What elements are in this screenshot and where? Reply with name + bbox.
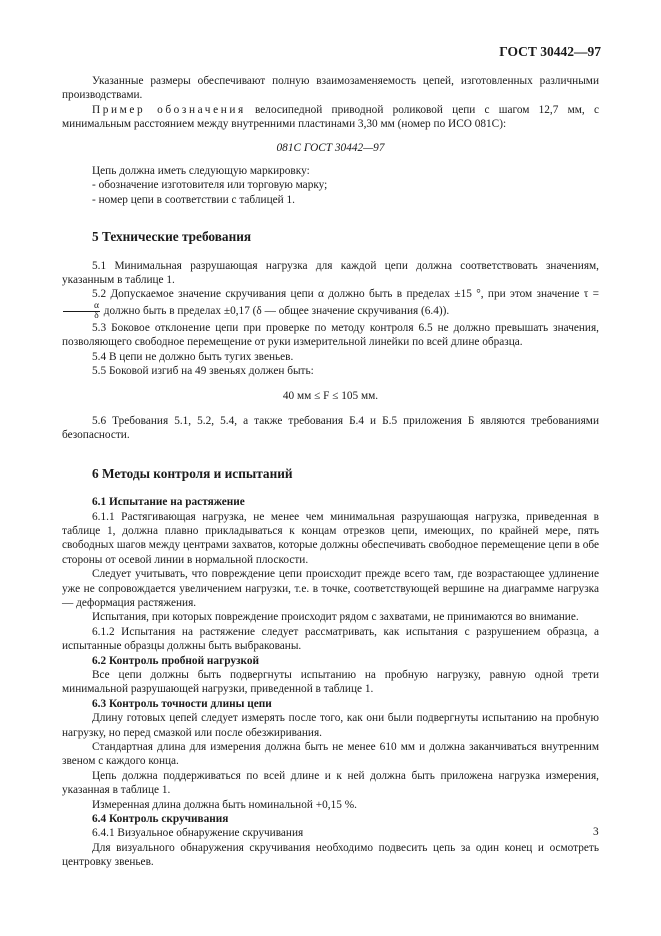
subsection-title-6-1: 6.1 Испытание на растяжение [92, 496, 245, 509]
fraction-numerator: α [63, 302, 100, 312]
paragraph-5-6: 5.6 Требования 5.1, 5.2, 5.4, а также требования Б.4 и Б.5 приложения Б являются требованиями безопасности. [62, 414, 599, 442]
paragraph-interchangeability: Указанные размеры обеспечивают полную взаимозаменяемость цепей, изготовленных различными производствами. [62, 75, 599, 102]
paragraph-example [62, 103, 599, 132]
section-title-6: 6 Методы контроля и испытаний [92, 465, 293, 481]
paragraph-6-3-d: Измеренная длина должна быть номинальной +0,15 %. [92, 798, 357, 811]
paragraph-5-1: 5.1 Минимальная разрушающая нагрузка для каждой цепи должна соответствовать значениям, указанным в таблице 1. [62, 259, 599, 287]
paragraph-6-4-1-b: Для визуального обнаружения скручивания необходимо подвесить цепь за один конец и осмотреть центровку звеньев. [62, 841, 599, 869]
paragraph-6-2: Все цепи должны быть подвергнуты испытанию на пробную нагрузку, равную одной трети минимальной разрушающей нагрузки, приведенной в таблице 1. [62, 669, 599, 696]
marking-intro: Цепь должна иметь следующую маркировку: [92, 165, 310, 178]
paragraph-6-3-c: Цепь должна поддерживаться по всей длине и к ней должна быть приложена нагрузка измерения, указанная в таблице 1. [62, 769, 599, 797]
designation-example: 081С ГОСТ 30442—97 [276, 141, 385, 154]
list-item: - номер цепи в соответствии с таблицей 1. [92, 193, 295, 206]
paragraph-6-1-1-c: Испытания, при которых повреждение происходит рядом с захватами, не принимаются во внимание. [92, 611, 579, 624]
example-text: велосипедной приводной роликовой цепи с шагом 12,7 мм, с минимальным расстоянием между внутренними пластинами 3,30 мм (номер по ИСО 081С): [62, 103, 599, 131]
paragraph-5-3: 5.3 Боковое отклонение цепи при проверке по методу контроля 6.5 не должно превышать значения, позволяющего свободное перемещение от руки измерительной линейки по всей длине образца. [62, 321, 599, 349]
paragraph-6-1-2: 6.1.2 Испытания на растяжение следует рассматривать, как испытания с разрушением образца, а испытанные образцы должны быть выбракованы. [62, 625, 599, 653]
standard-header: ГОСТ 30442—97 [499, 44, 601, 59]
fraction-tau [63, 302, 100, 321]
paragraph-6-3-b: Стандартная длина для измерения должна быть не менее 610 мм и должна заканчиваться внутренним звеном с каждого конца. [62, 741, 599, 768]
example-label: Пример обозначения [92, 103, 246, 116]
list-item: - обозначение изготовителя или торговую марку; [92, 179, 328, 192]
formula-lateral-bend: 40 мм ≤ F ≤ 105 мм. [282, 389, 379, 402]
page-content [62, 74, 599, 870]
paragraph-5-2-end: должно быть в пределах ±0,17 (δ — общее значение скручивания (6.4)). [100, 304, 450, 317]
paragraph-6-1-1: 6.1.1 Растягивающая нагрузка, не менее чем минимальная разрушающая нагрузка, приведенная в таблице 1, должна плавно прикладываться к концам отрезков цепи, имеющих, по крайней мере, пять свободных шагов между центрами захватов, которые должны обеспечивать свободное перемещение цепи в обе стороны от осевой линии в нормальной плоскости. [62, 510, 599, 566]
section-title-5: 5 Технические требования [92, 229, 252, 245]
paragraph-5-2-start: 5.2 Допускаемое значение скручивания цепи α должно быть в пределах ±15 °, при этом значение τ = [92, 288, 599, 301]
paragraph-6-3-a: Длину готовых цепей следует измерять после того, как они были подвергнуты испытанию на пробную нагрузку, но перед смазкой или после обезжиривания. [62, 712, 599, 739]
paragraph-6-4-1: 6.4.1 Визуальное обнаружение скручивания [92, 827, 304, 840]
paragraph-5-5: 5.5 Боковой изгиб на 49 звеньях должен быть: [92, 365, 314, 378]
subsection-title-6-2: 6.2 Контроль пробной нагрузкой [92, 654, 260, 667]
paragraph-6-1-1-b: Следует учитывать, что повреждение цепи происходит прежде всего там, где возрастающее удлинение уже не сопровождается увеличением нагрузки, т.е. в точке, соответствующей вершине на диаграмме нагрузка — деформация растяжения. [62, 568, 599, 609]
subsection-title-6-3: 6.3 Контроль точности длины цепи [92, 697, 272, 710]
paragraph-5-2 [62, 287, 599, 320]
marking-list [62, 178, 599, 207]
subsection-title-6-4: 6.4 Контроль скручивания [92, 813, 229, 826]
paragraph-5-4: 5.4 В цепи не должно быть тугих звеньев. [92, 350, 294, 363]
page-number: 3 [593, 826, 599, 838]
fraction-denominator: δ [94, 310, 99, 321]
